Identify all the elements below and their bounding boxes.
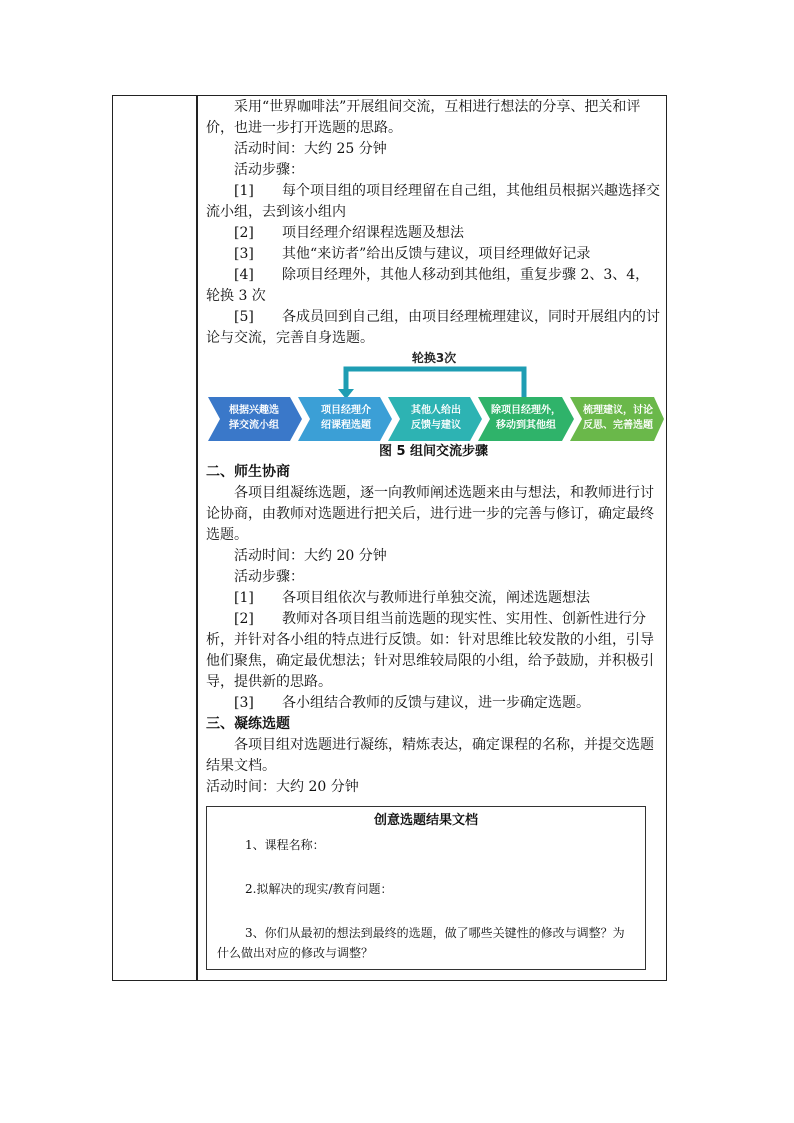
section1-step	[206, 244, 661, 265]
chevron-label-5a: 梳理建议，讨论	[583, 405, 653, 416]
step-text: 各项目组依次与教师进行单独交流，阐述选题想法	[282, 590, 590, 606]
section2-steps-label: 活动步骤：	[234, 569, 304, 585]
loop-label: 轮换3次	[411, 351, 457, 365]
flow-diagram	[206, 351, 666, 441]
step-number: [4]	[234, 267, 254, 283]
result-box-item-problem: 2.拟解决的现实/教育问题：	[245, 882, 393, 896]
section1-step	[206, 223, 661, 244]
chevron-label-1a: 根据兴趣选	[229, 405, 279, 416]
step-number: [1]	[234, 590, 254, 606]
section3-intro: 各项目组对选题进行凝练，精炼表达，确定课程的名称，并提交选题结果文档。	[206, 737, 654, 774]
chevron-step-5	[570, 397, 664, 441]
chevron-label-1b: 择交流小组	[229, 420, 279, 431]
result-box-item-changes: 3、你们从最初的想法到最终的选题，做了哪些关键性的修改与调整？为什么做出对应的修改与调整？	[217, 926, 625, 960]
chevron-label-2b: 绍课程选题	[321, 420, 371, 431]
chevron-label-5b: 反思、完善选题	[583, 420, 653, 431]
step-text: 除项目经理外，其他人移动到其他组，重复步骤 2、3、4，轮换 3 次	[206, 267, 650, 304]
loop-arrow-line	[346, 369, 524, 397]
section2-intro: 各项目组凝练选题，逐一向教师阐述选题来由与想法，和教师进行讨论协商，由教师对选题进行把关后，进行进一步的完善与修订，确定最终选题。	[206, 485, 654, 543]
section2-time: 活动时间：大约 20 分钟	[234, 548, 387, 564]
result-document-box	[206, 806, 646, 970]
section2-heading: 二、师生协商	[206, 464, 290, 480]
section2-step	[206, 588, 661, 609]
cell-content	[206, 97, 661, 970]
chevron-label-3a: 其他人给出	[411, 405, 461, 416]
step-text: 教师对各项目组当前选题的现实性、实用性、创新性进行分析，并针对各小组的特点进行反馈。如：针对思维比较发散的小组，引导他们聚焦，确定最优想法；针对思维较局限的小组，给予鼓励，并积极引导，提供新的思路。	[206, 611, 654, 690]
result-box-item-course-name: 1、课程名称：	[245, 838, 325, 852]
result-box-title: 创意选题结果文档	[373, 813, 478, 828]
table-column-divider	[196, 95, 198, 981]
step-number: [3]	[234, 246, 254, 262]
section1-step	[206, 307, 661, 349]
chevron-step-1	[208, 397, 302, 441]
chevron-label-2a: 项目经理介	[321, 405, 371, 416]
step-number: [5]	[234, 309, 254, 325]
step-number: [2]	[234, 611, 254, 627]
step-number: [3]	[234, 695, 254, 711]
step-number: [2]	[234, 225, 254, 241]
blank-space	[217, 855, 635, 879]
step-text: 每个项目组的项目经理留在自己组，其他组员根据兴趣选择交流小组，去到该小组内	[206, 183, 660, 220]
chevron-label-4a: 除项目经理外，	[491, 405, 561, 416]
step-text: 其他“来访者”给出反馈与建议，项目经理做好记录	[282, 246, 591, 262]
section1-step	[206, 181, 661, 223]
chevron-step-4	[478, 397, 574, 441]
section1-time: 活动时间：大约 25 分钟	[234, 141, 387, 157]
chevron-label-3b: 反馈与建议	[411, 420, 461, 431]
section1-intro: 采用“世界咖啡法”开展组间交流，互相进行想法的分享、把关和评价，也进一步打开选题的思路。	[206, 99, 641, 136]
section3-time: 活动时间：大约 20 分钟	[206, 779, 359, 795]
step-number: [1]	[234, 183, 254, 199]
step-text: 项目经理介绍课程选题及想法	[282, 225, 464, 241]
section1-step	[206, 265, 661, 307]
section2-step	[206, 693, 661, 714]
step-text: 各小组结合教师的反馈与建议，进一步确定选题。	[282, 695, 590, 711]
chevron-step-2	[298, 397, 392, 441]
section1-steps-label: 活动步骤：	[234, 162, 304, 178]
blank-space	[217, 899, 635, 923]
chevron-label-4b: 移动到其他组	[496, 420, 556, 431]
chevron-step-3	[388, 397, 482, 441]
step-text: 各成员回到自己组，由项目经理梳理建议，同时开展组内的讨论与交流，完善自身选题。	[206, 309, 660, 346]
section2-step	[206, 609, 661, 693]
figure-caption: 图 5 组间交流步骤	[378, 444, 489, 459]
section3-heading: 三、凝练选题	[206, 716, 290, 732]
